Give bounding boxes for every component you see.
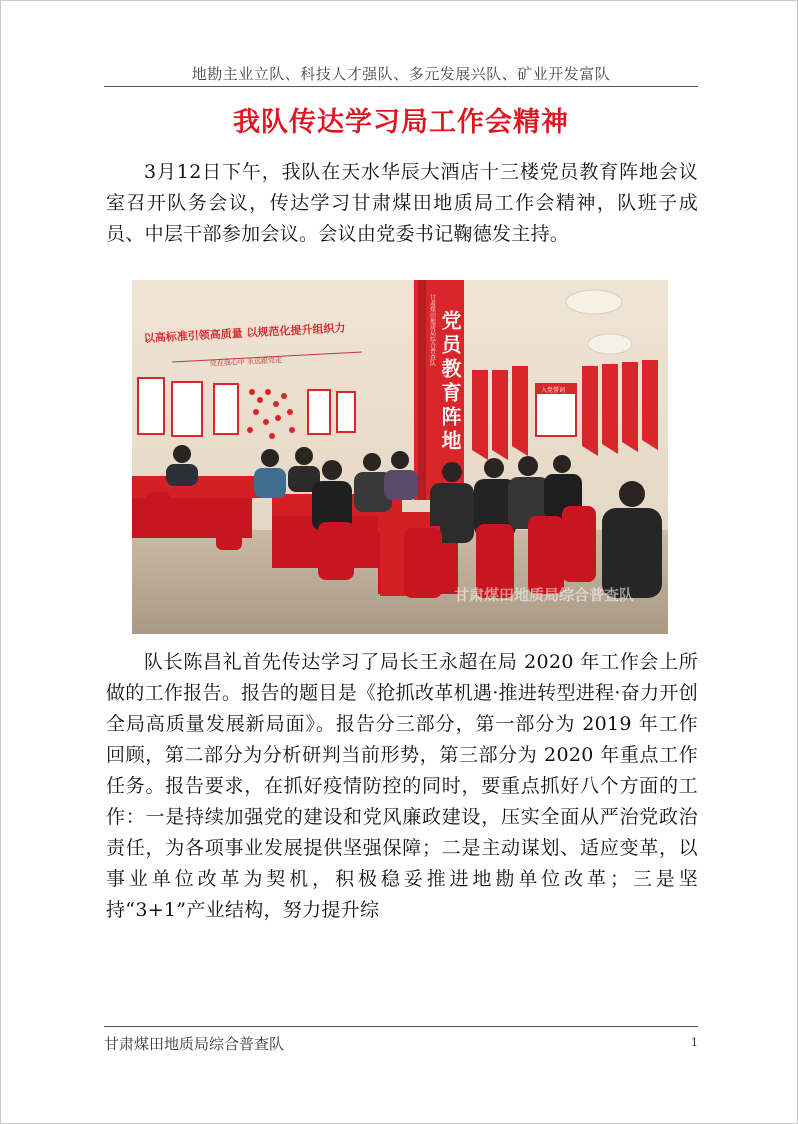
meeting-photo-illustration xyxy=(132,280,668,634)
article-title: 我队传达学习局工作会精神 xyxy=(233,107,569,138)
pillar-text: 党员教育阵地 xyxy=(438,310,462,454)
footer-organization: 甘肃煤田地质局综合普查队 xyxy=(104,1035,285,1053)
pillar-small-text: 甘肃煤田地质局综合普查队 xyxy=(428,294,436,366)
wall-banner-text: 以高标准引领高质量 以规范化提升组织力 xyxy=(143,321,346,345)
meeting-photo xyxy=(132,280,668,634)
board-text: 入党誓词 xyxy=(541,387,566,394)
footer-rule xyxy=(104,1026,698,1027)
paragraph-2: 队长陈昌礼首先传达学习了局长王永超在局 2020 年工作会上所做的工作报告。报告的题目是《抢抓改革机遇·推进转型进程·奋力开创全局高质量发展新局面》。报告分三部分，第一部分为 2019 年工作回顾，第二部分为分析研判当前形势，第三部分为 2020 年重点工作任务。报告要求，在抓好疫情防控的同时，要重点抓好八个方面的工作：一是持续加强党的建设和党风廉政建设，压实全面从严治党政治责任，为各项事业发展提供坚强保障；二是主动谋划、适应变革，以事业单位改革为契机，积极稳妥推进地勘单位改革；三是坚持“3+1”产业结构，努力提升综 xyxy=(106,651,698,921)
header-rule xyxy=(104,86,698,87)
running-header: 地勘主业立队、科技人才强队、多元发展兴队、矿业开发富队 xyxy=(191,65,611,83)
photo-watermark: 甘肃煤田地质局综合普查队 xyxy=(454,586,635,604)
wall-sub-text: 党在我心中 永远跟党走 xyxy=(209,356,283,368)
page-number: 1 xyxy=(691,1036,698,1049)
paragraph-1: 3月12日下午，我队在天水华辰大酒店十三楼党员教育阵地会议室召开队务会议，传达学习甘肃煤田地质局工作会精神，队班子成员、中层干部参加会议。会议由党委书记鞠德发主持。 xyxy=(106,161,698,245)
